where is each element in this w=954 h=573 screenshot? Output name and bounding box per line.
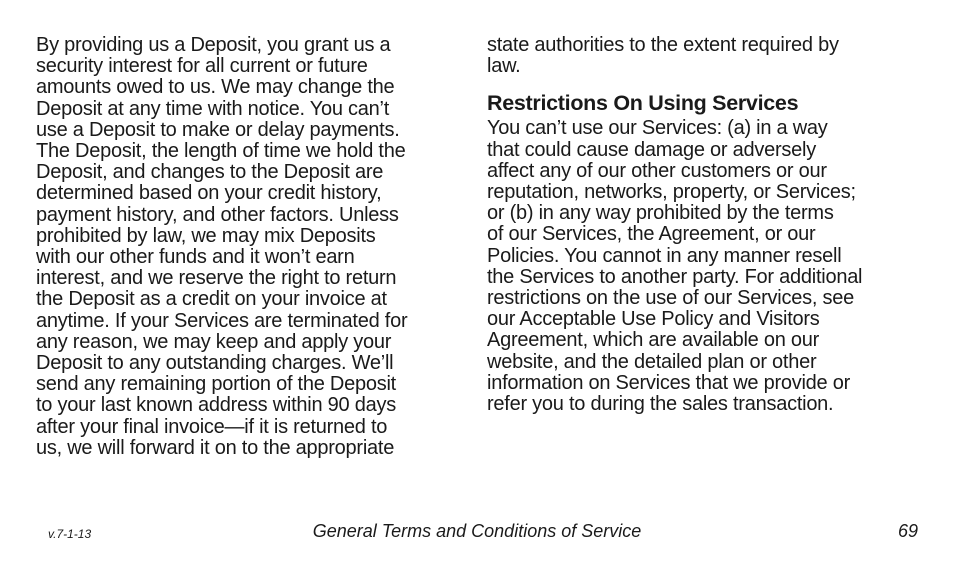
text-line: payment history, and other factors. Unless	[36, 203, 399, 226]
text-line: Deposit to any outstanding charges. We’ll	[36, 352, 394, 375]
left-column	[36, 35, 454, 459]
text-line: that could cause damage or adversely	[487, 138, 816, 161]
text-line: with our other funds and it won’t earn	[36, 246, 355, 269]
text-line: after your final invoice—if it is returned to	[36, 415, 388, 438]
text-line: the Deposit as a credit on your invoice at	[36, 288, 387, 311]
text-line: refer you to during the sales transaction.	[487, 393, 834, 416]
text-line: us, we will forward it on to the appropriate	[36, 436, 395, 459]
text-line: reputation, networks, property, or Services;	[487, 181, 856, 204]
text-line: use a Deposit to make or delay payments.	[36, 118, 400, 141]
version-label: v.7-1-13	[48, 527, 92, 541]
text-line: amounts owed to us. We may change the	[36, 76, 395, 99]
text-line: security interest for all current or future	[36, 55, 368, 78]
right-intro	[487, 35, 912, 77]
text-line: prohibited by law, we may mix Deposits	[36, 224, 376, 247]
footer-document-title: General Terms and Conditions of Service	[312, 521, 642, 541]
text-line: restrictions on the use of our Services, see	[487, 287, 854, 310]
text-line: our Acceptable Use Policy and Visitors	[487, 308, 820, 331]
text-line: determined based on your credit history,	[36, 182, 382, 205]
text-line: The Deposit, the length of time we hold the	[36, 140, 406, 163]
text-line: law.	[487, 55, 521, 78]
text-line: of our Services, the Agreement, or our	[487, 223, 816, 246]
text-line: to your last known address within 90 days	[36, 394, 396, 417]
text-line: By providing us a Deposit, you grant us a	[36, 34, 391, 56]
text-line: Policies. You cannot in any manner resell	[487, 244, 842, 267]
text-line: information on Services that we provide or	[487, 371, 851, 394]
text-line: the Services to another party. For additional	[487, 265, 863, 288]
text-line: Agreement, which are available on our	[487, 329, 820, 352]
right-body	[487, 118, 912, 415]
text-line: anytime. If your Services are terminated for	[36, 309, 408, 332]
text-line: or (b) in any way prohibited by the terms	[487, 202, 834, 225]
section-heading: Restrictions On Using Services	[487, 91, 799, 116]
right-column	[487, 35, 912, 415]
text-line: send any remaining portion of the Deposit	[36, 373, 396, 396]
text-line: interest, and we reserve the right to return	[36, 267, 397, 290]
page-number: 69	[897, 521, 918, 541]
text-line: Deposit, and changes to the Deposit are	[36, 161, 384, 184]
text-line: any reason, we may keep and apply your	[36, 330, 392, 353]
text-line: affect any of our other customers or our	[487, 159, 827, 182]
text-line: Deposit at any time with notice. You can’t	[36, 97, 390, 120]
text-line: website, and the detailed plan or other	[487, 350, 817, 373]
text-line: state authorities to the extent required by	[487, 34, 839, 56]
page-footer	[0, 521, 954, 545]
text-line: You can’t use our Services: (a) in a way	[487, 117, 828, 140]
